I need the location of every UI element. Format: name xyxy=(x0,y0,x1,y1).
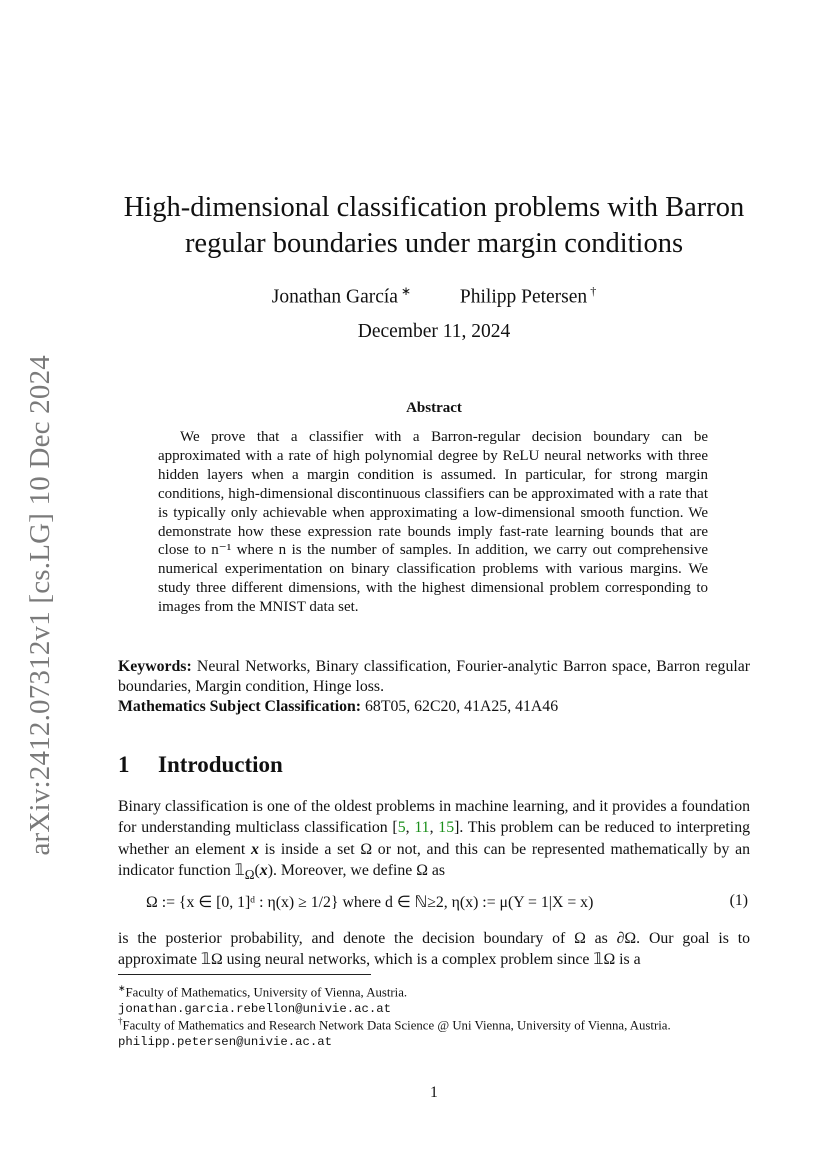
keywords xyxy=(118,657,750,696)
msc-label: Mathematics Subject Classification: xyxy=(118,698,362,715)
equation-body: Ω := {x ∈ [0, 1]ᵈ : η(x) ≥ 1/2} where d ∈ ℕ≥2, η(x) := μ(Y = 1|X = x) xyxy=(146,894,594,911)
footnote-1-email[interactable]: jonathan.garcia.rebellon@univie.ac.at xyxy=(118,1002,392,1017)
math-x: x xyxy=(250,840,259,858)
post-equation-paragraph: is the posterior probability, and denote the decision boundary of Ω as ∂Ω. Our goal is to approximate 𝟙Ω using neural networks, which is a complex problem since 𝟙Ω is a xyxy=(118,930,750,969)
intro-text-c: is inside a set Ω or not, and this can be represented mathematically by an indicator function 𝟙 xyxy=(118,840,750,880)
arxiv-identifier xyxy=(10,354,70,856)
intro-text-d: ( xyxy=(254,862,260,880)
author-1-name: Jonathan García xyxy=(271,286,398,308)
paper-title: High-dimensional classification problems with Barron regular boundaries under margin conditions xyxy=(123,192,745,259)
arxiv-id-text: arXiv:2412.07312v1 [cs.LG] 10 Dec 2024 xyxy=(23,354,56,856)
intro-text-b: ]. This problem can be reduced to interpreting whether an element xyxy=(118,819,750,858)
footnote-2-text: Faculty of Mathematics and Research Network Data Science @ Uni Vienna, University of Vienna, Austria. xyxy=(122,1018,671,1033)
author-list xyxy=(0,284,828,309)
section-heading xyxy=(118,752,283,778)
equation-1 xyxy=(118,890,750,914)
abstract-text: We prove that a classifier with a Barron-regular decision boundary can be approximated with a rate of high polynomial degree by ReLU neural networks with three hidden layers when a margin condition is assumed. In particular, for strong margin conditions, high-dimensional discontinuous classifiers can be approximated with a rate that is typically only achievable when approximating a low-dimensional smooth function. We demonstrate how these expression rate bounds imply fast-rate learning bounds that are close to n⁻¹ where n is the number of samples. In addition, we carry out comprehensive numerical experimentation on binary classification problems with various margins. We study three different dimensions, with the highest dimensional problem corresponding to images from the MNIST data set. xyxy=(158,429,708,616)
math-omega-sub: Ω xyxy=(244,867,255,883)
msc xyxy=(118,697,750,717)
keywords-text: Neural Networks, Binary classification, Fourier-analytic Barron space, Barron regular boundaries, Margin condition, Hinge loss. xyxy=(118,658,751,695)
footnote-1-mark: ∗ xyxy=(118,983,126,993)
author-2-name: Philipp Petersen xyxy=(459,286,588,308)
author-2 xyxy=(460,284,596,309)
msc-codes: 68T05, 62C20, 41A25, 41A46 xyxy=(365,698,559,715)
intro-text-e: ). Moreover, we define Ω as xyxy=(267,862,446,880)
section-number: 1 xyxy=(118,752,130,777)
paper-date: December 11, 2024 xyxy=(357,321,511,342)
citation-link[interactable]: 11 xyxy=(414,819,430,837)
footnote-2-email[interactable]: philipp.petersen@univie.ac.at xyxy=(118,1035,333,1050)
footnote-rule xyxy=(118,974,371,975)
section-title: Introduction xyxy=(158,752,283,777)
author-1 xyxy=(272,284,411,309)
citation-link[interactable]: 5 xyxy=(397,819,406,837)
keywords-label: Keywords: xyxy=(118,658,192,675)
footnote-1 xyxy=(118,980,750,1017)
intro-text-a: Binary classification is one of the oldest problems in machine learning, and it provides a foundation for understanding multiclass classification [ xyxy=(118,798,750,837)
footnote-1-text: Faculty of Mathematics, University of Vienna, Austria. xyxy=(125,985,408,1000)
author-1-mark: ∗ xyxy=(400,284,412,298)
footnote-2-mark: † xyxy=(118,1016,123,1026)
author-2-mark: † xyxy=(590,284,597,298)
page-number: 1 xyxy=(430,1084,438,1101)
footnote-2 xyxy=(118,1013,750,1050)
equation-number: (1) xyxy=(729,892,748,909)
math-x: x xyxy=(259,862,268,880)
citation-link[interactable]: 15 xyxy=(438,819,455,837)
abstract-heading: Abstract xyxy=(406,400,462,416)
intro-paragraph: Binary classification is one of the oldest problems in machine learning, and it provides a foundation for understanding multiclass classification [5, 11, 15]. This problem can be reduced to interpreting whether an element x is inside a set Ω or not, and this can be represented mathematically by an indicator function $𝟙_\Omega(x)$. Moreover, we define Ω as xyxy=(118,798,750,883)
